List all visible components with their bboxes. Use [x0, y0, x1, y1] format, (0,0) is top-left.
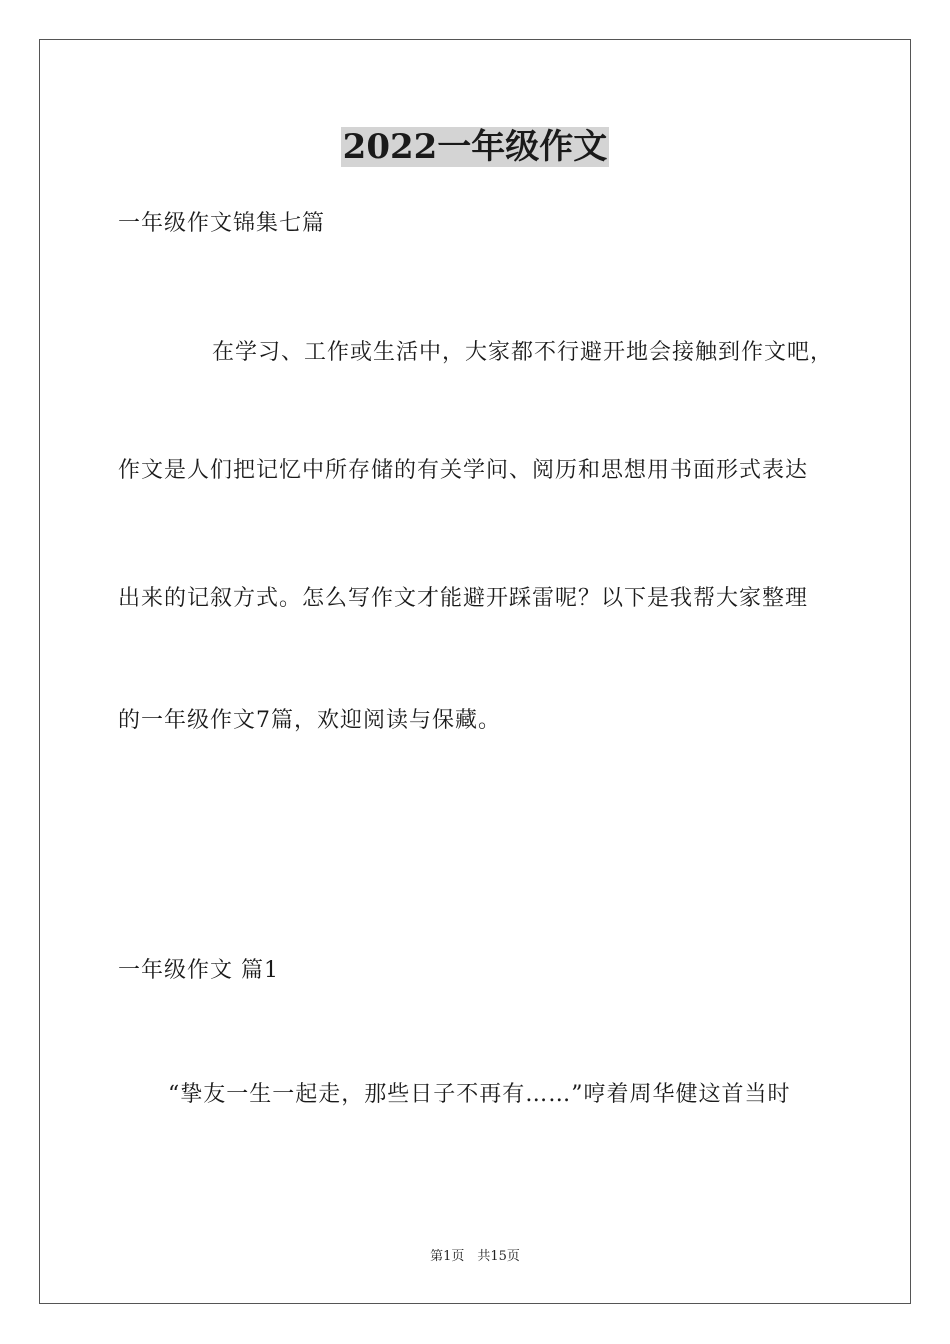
document-title-text: 2022一年级作文 [342, 127, 608, 167]
section-heading: 一年级作文 篇1 [118, 958, 279, 983]
page-footer: 第1页 共15页 [430, 1249, 520, 1264]
document-subtitle: 一年级作文锦集七篇 [118, 211, 326, 236]
document-title [0, 124, 950, 170]
intro-line-4: 的一年级作文7篇，欢迎阅读与保藏。 [118, 708, 501, 733]
intro-line-1: 在学习、工作或生活中，大家都不行避开地会接触到作文吧， [212, 340, 834, 365]
intro-line-2: 作文是人们把记忆中所存储的有关学问、阅历和思想用书面形式表达 [118, 458, 809, 483]
section-first-line: “挚友一生一起走，那些日子不再有……”哼着周华健这首当时 [168, 1082, 791, 1107]
intro-line-3: 出来的记叙方式。怎么写作文才能避开踩雷呢？以下是我帮大家整理 [118, 586, 809, 611]
